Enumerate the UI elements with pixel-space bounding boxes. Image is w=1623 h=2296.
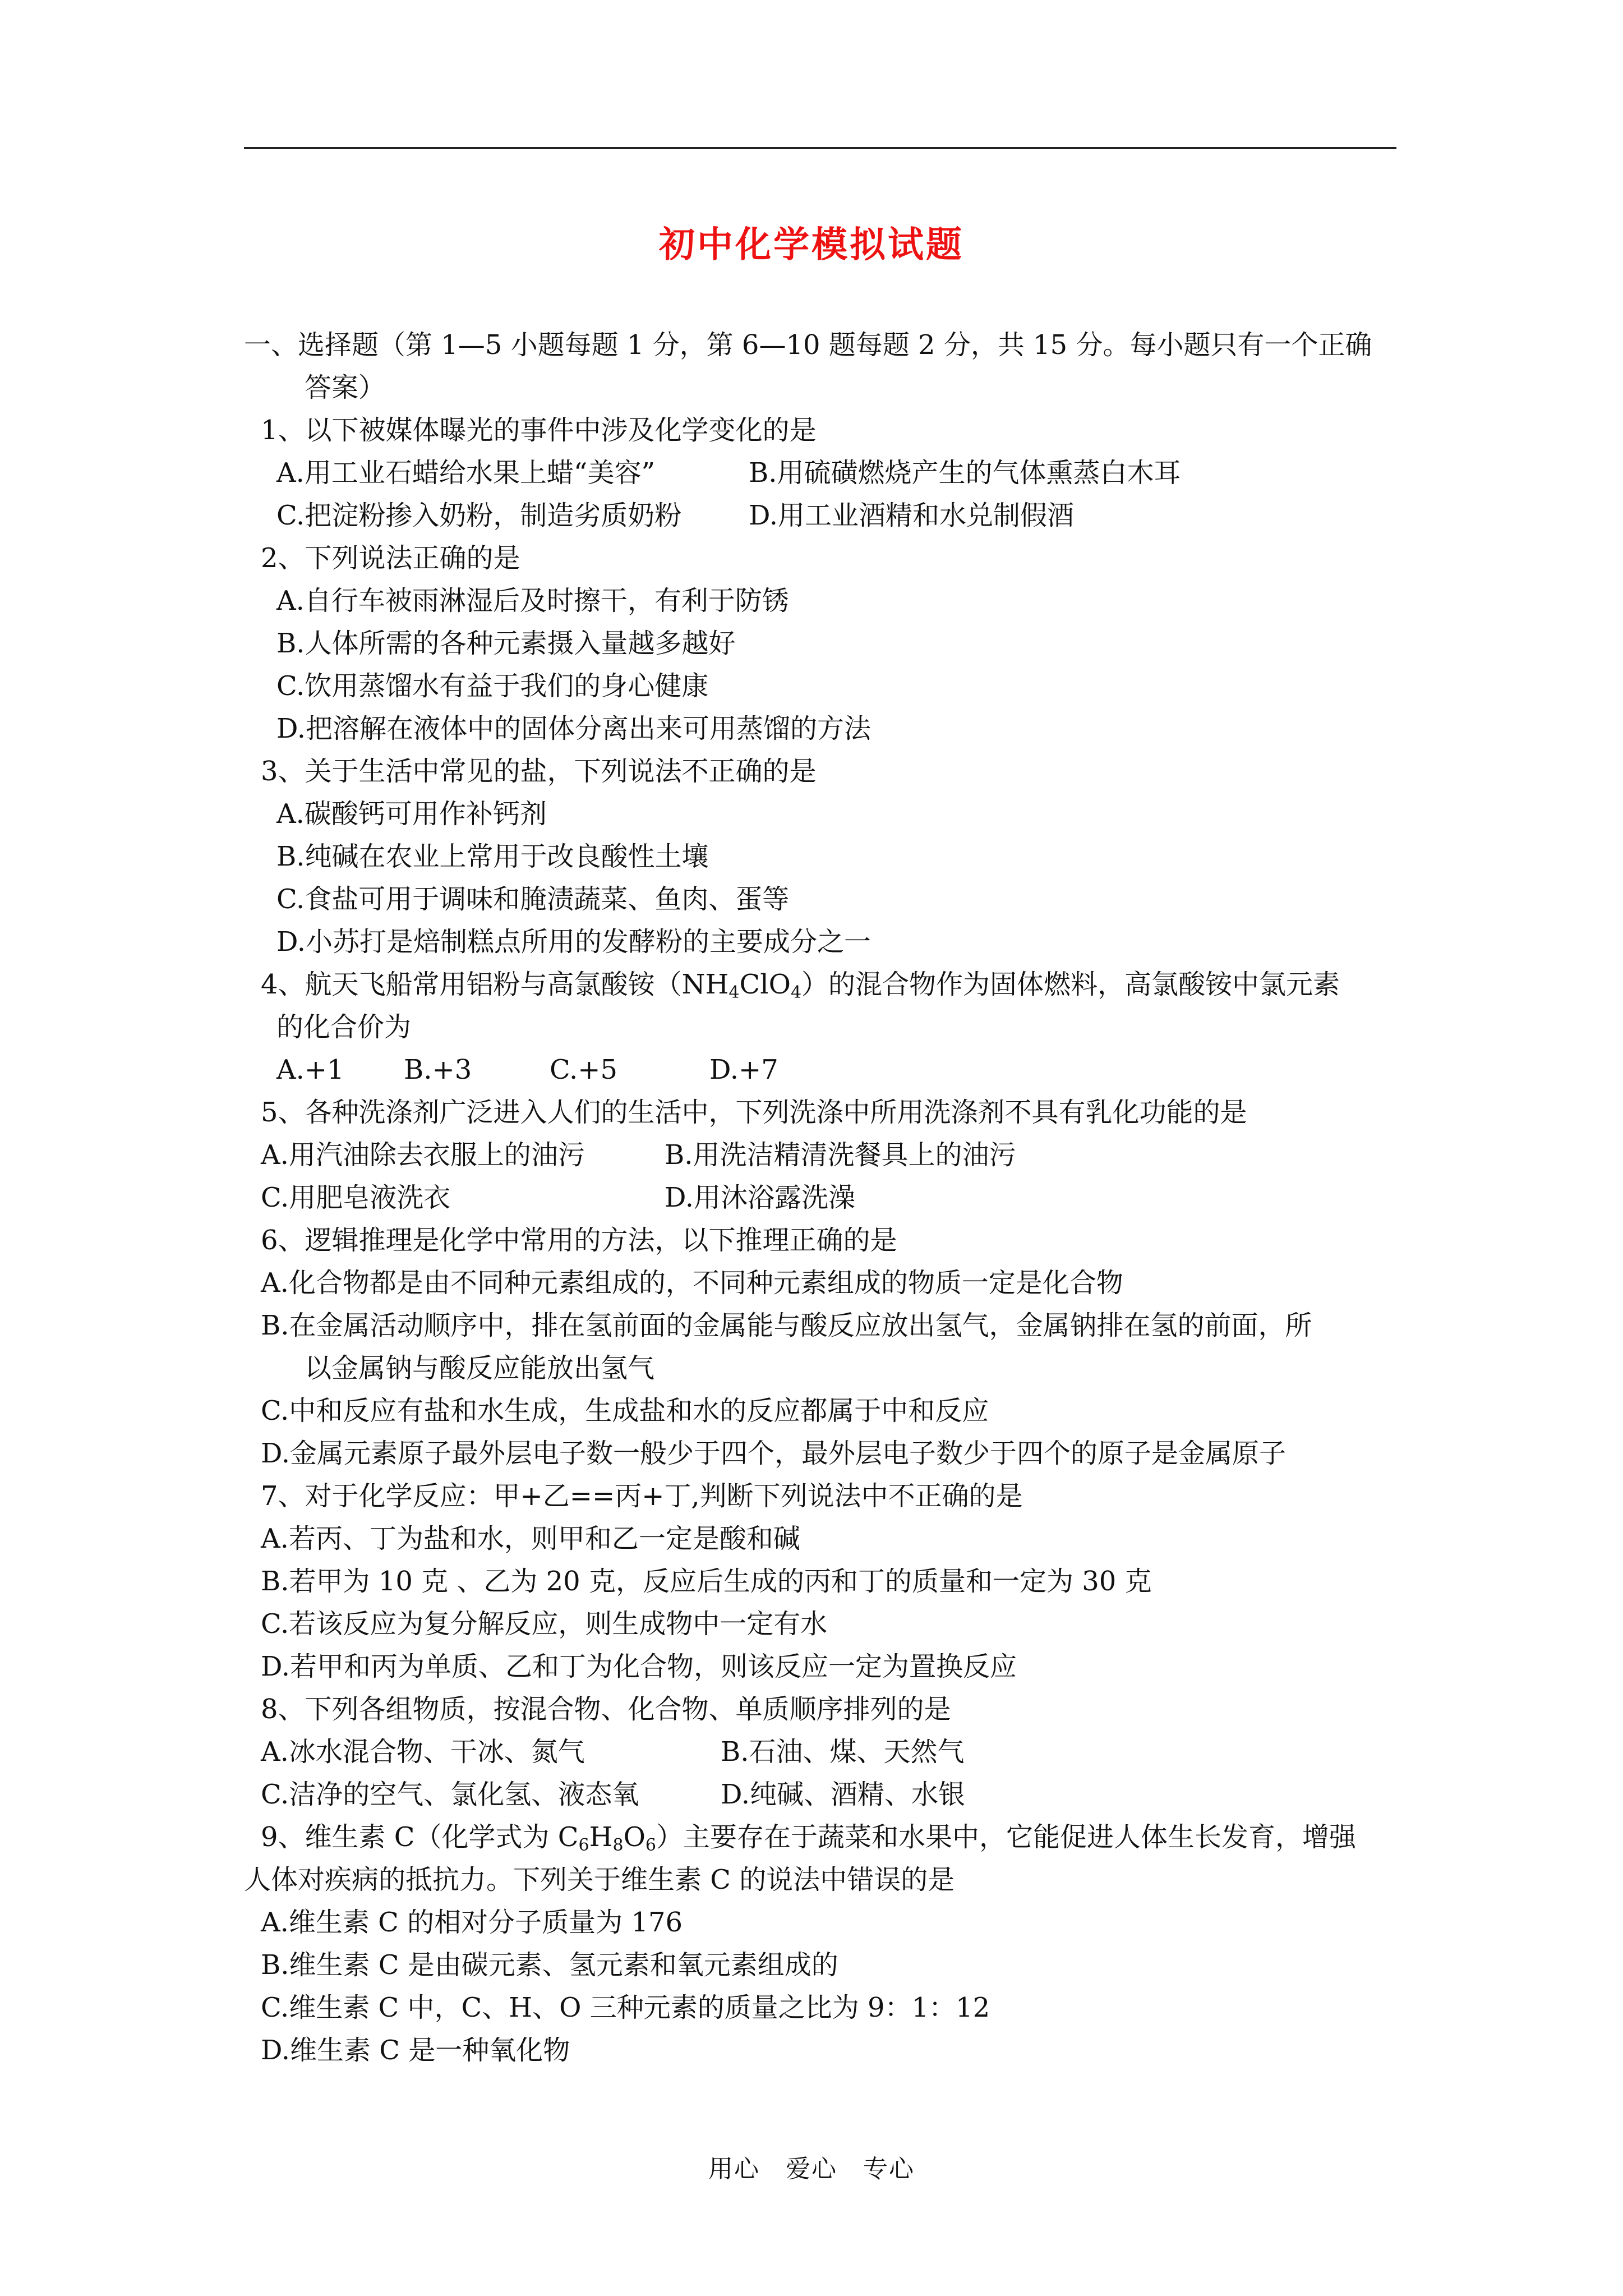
q2-option-a: A.自行车被雨淋湿后及时擦干，有利于防锈 xyxy=(276,585,789,616)
q8-stem: 8、下列各组物质，按混合物、化合物、单质顺序排列的是 xyxy=(261,1694,951,1725)
q7-option-a: A.若丙、丁为盐和水，则甲和乙一定是酸和碱 xyxy=(261,1523,800,1554)
q6-option-b-line2: 以金属钠与酸反应能放出氢气 xyxy=(305,1352,655,1384)
page-footer: 用心 爱心 专心 xyxy=(708,2155,915,2183)
q7-option-d: D.若甲和丙为单质、乙和丁为化合物，则该反应一定为置换反应 xyxy=(261,1651,1017,1682)
q4-option-a: A.+1 xyxy=(276,1054,344,1085)
q8-option-a: A.冰水混合物、干冰、氮气 xyxy=(261,1736,585,1768)
q2-option-c: C.饮用蒸馏水有益于我们的身心健康 xyxy=(276,670,709,702)
section-heading-line1: 一、选择题（第 1—5 小题每题 1 分，第 6—10 题每题 2 分，共 15 分。每小题只有一个正确 xyxy=(244,329,1372,361)
q4-stem-line2: 的化合价为 xyxy=(276,1011,412,1043)
q1-option-c: C.把淀粉掺入奶粉，制造劣质奶粉 xyxy=(276,500,682,531)
q3-option-d: D.小苏打是焙制糕点所用的发酵粉的主要成分之一 xyxy=(276,926,872,958)
header-rule xyxy=(244,147,1396,149)
q2-option-b: B.人体所需的各种元素摄入量越多越好 xyxy=(276,628,736,659)
q8-option-b: B.石油、煤、天然气 xyxy=(721,1736,965,1768)
q9-option-d: D.维生素 C 是一种氧化物 xyxy=(261,2035,570,2066)
q6-option-b-line1: B.在金属活动顺序中，排在氢前面的金属能与酸反应放出氢气，金属钠排在氢的前面，所 xyxy=(261,1310,1312,1341)
q8-option-c: C.洁净的空气、氯化氢、液态氧 xyxy=(261,1779,639,1810)
q4-option-b: B.+3 xyxy=(404,1054,472,1085)
q1-option-a: A.用工业石蜡给水果上蜡“美容” xyxy=(276,457,656,489)
q1-stem: 1、以下被媒体曝光的事件中涉及化学变化的是 xyxy=(261,415,817,446)
q3-option-c: C.食盐可用于调味和腌渍蔬菜、鱼肉、蛋等 xyxy=(276,884,790,915)
q8-option-d: D.纯碱、酒精、水银 xyxy=(721,1779,966,1810)
q9-stem-line2: 人体对疾病的抵抗力。下列关于维生素 C 的说法中错误的是 xyxy=(244,1864,955,1895)
q9-option-c: C.维生素 C 中，C、H、O 三种元素的质量之比为 9：1：12 xyxy=(261,1992,990,2023)
q4-stem: 4、航天飞船常用铝粉与高氯酸铵$(NH_4ClO_4)$的混合物作为固体燃料，高氯酸铵中氯元素 xyxy=(261,969,1340,1002)
q3-option-a: A.碳酸钙可用作补钙剂 xyxy=(276,798,547,830)
q9-option-b: B.维生素 C 是由碳元素、氢元素和氧元素组成的 xyxy=(261,1949,838,1981)
q5-option-d: D.用沐浴露洗澡 xyxy=(665,1182,856,1213)
q7-option-b: B.若甲为 10 克 、乙为 20 克，反应后生成的丙和丁的质量和一定为 30 克 xyxy=(261,1566,1152,1597)
section-heading-line2: 答案） xyxy=(305,372,386,403)
q6-option-a: A.化合物都是由不同种元素组成的，不同种元素组成的物质一定是化合物 xyxy=(261,1267,1123,1299)
q5-option-c: C.用肥皂液洗衣 xyxy=(261,1182,451,1213)
q1-option-d: D.用工业酒精和水兑制假酒 xyxy=(749,500,1075,531)
q6-option-d: D.金属元素原子最外层电子数一般少于四个，最外层电子数少于四个的原子是金属原子 xyxy=(261,1438,1287,1469)
q1-option-b: B.用硫磺燃烧产生的气体熏蒸白木耳 xyxy=(749,457,1181,489)
q2-option-d: D.把溶解在液体中的固体分离出来可用蒸馏的方法 xyxy=(276,713,872,744)
q6-stem: 6、逻辑推理是化学中常用的方法，以下推理正确的是 xyxy=(261,1225,897,1256)
page-title: 初中化学模拟试题 xyxy=(659,224,964,266)
q9-option-a: A.维生素 C 的相对分子质量为 176 xyxy=(261,1907,683,1938)
q5-option-b: B.用洗洁精清洗餐具上的油污 xyxy=(665,1139,1016,1171)
q7-option-c: C.若该反应为复分解反应，则生成物中一定有水 xyxy=(261,1608,828,1640)
q5-option-a: A.用汽油除去衣服上的油污 xyxy=(261,1139,585,1171)
q3-option-b: B.纯碱在农业上常用于改良酸性土壤 xyxy=(276,841,709,872)
q7-stem: 7、对于化学反应：甲+乙==丙+丁,判断下列说法中不正确的是 xyxy=(261,1480,1023,1512)
q4-option-c: C.+5 xyxy=(550,1054,618,1085)
q9-stem: 9、维生素 C（化学式为 $C_6H_8O_6$）主要存在于蔬菜和水果中，它能促进人体生长发育，增强 xyxy=(261,1821,1357,1855)
q6-option-c: C.中和反应有盐和水生成，生成盐和水的反应都属于中和反应 xyxy=(261,1395,989,1427)
q4-option-d: D.+7 xyxy=(709,1054,778,1085)
q3-stem: 3、关于生活中常见的盐，下列说法不正确的是 xyxy=(261,756,817,787)
q2-stem: 2、下列说法正确的是 xyxy=(261,542,520,574)
q5-stem: 5、各种洗涤剂广泛进入人们的生活中，下列洗涤中所用洗涤剂不具有乳化功能的是 xyxy=(261,1097,1247,1128)
